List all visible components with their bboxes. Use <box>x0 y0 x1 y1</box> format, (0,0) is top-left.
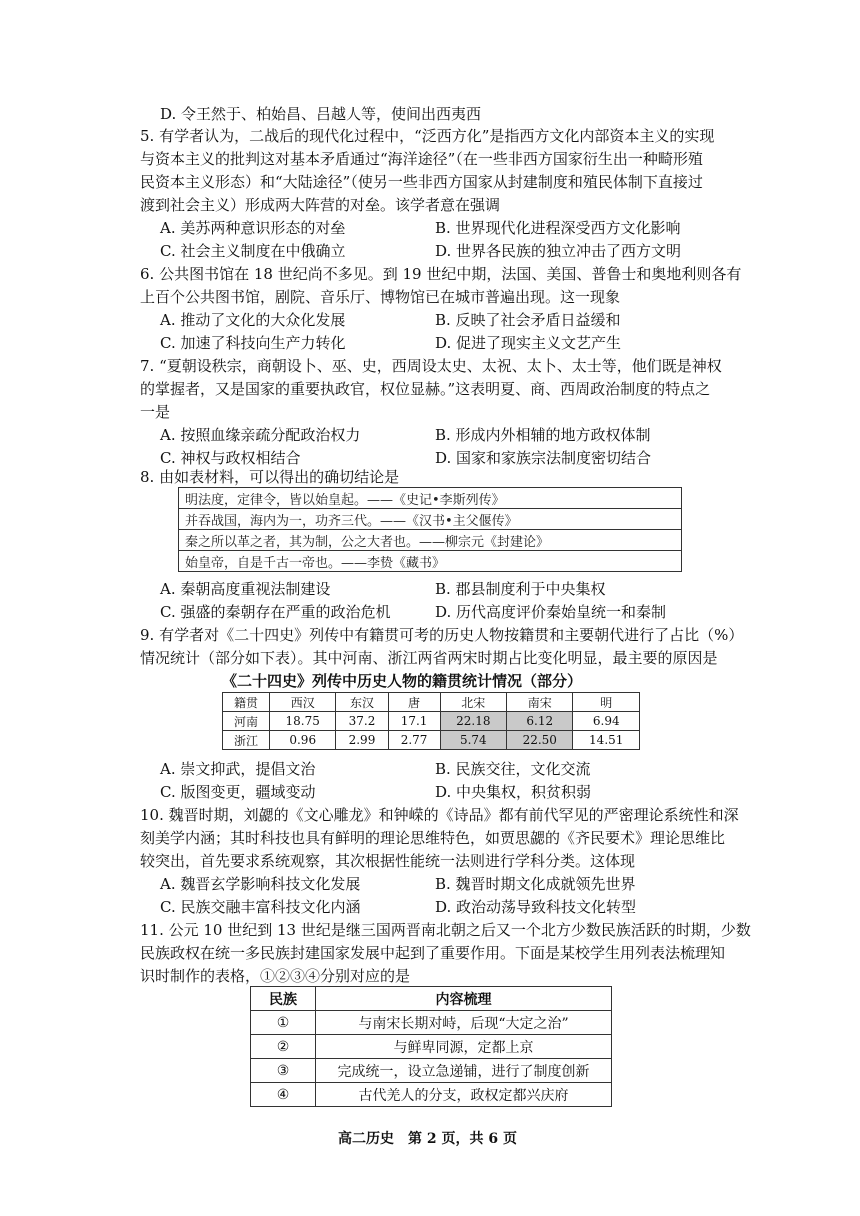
q7-option-d: D. 国家和家族宗法制度密切结合 <box>435 449 652 467</box>
q8-quote-table <box>178 487 682 572</box>
q6-option-b: B. 反映了社会矛盾日益缓和 <box>435 311 621 329</box>
table-header: 南宋 <box>507 693 573 712</box>
table-cell: 14.51 <box>573 731 640 750</box>
table-header: 内容梳理 <box>316 987 612 1011</box>
table-cell: 与鲜卑同源，定都上京 <box>316 1035 612 1059</box>
table-row <box>223 712 640 731</box>
q5-stem-line: 民资本主义形态）和“大陆途径”（使另一些非西方国家从封建制度和殖民体制下直接过 <box>140 173 703 191</box>
table-cell-highlight: 22.50 <box>507 731 573 750</box>
quote-cell: 并吞战国，海内为一，功齐三代。——《汉书•主父偃传》 <box>179 509 682 530</box>
q10-option-b: B. 魏晋时期文化成就领先世界 <box>435 875 636 893</box>
q5-option-d: D. 世界各民族的独立冲击了西方文明 <box>435 242 682 260</box>
table-cell: 浙江 <box>223 731 270 750</box>
table-cell: 2.77 <box>388 731 440 750</box>
q9-stem-line: 情况统计（部分如下表）。其中河南、浙江两省两宋时期占比变化明显，最主要的原因是 <box>140 649 718 667</box>
q11-stem-line: 民族政权在统一多民族封建国家发展中起到了重要作用。下面是某校学生用列表法梳理知 <box>140 944 726 962</box>
q9-option-d: D. 中央集权，积贫积弱 <box>435 783 592 801</box>
q7-stem-line: 一是 <box>140 403 171 421</box>
table-cell: 17.1 <box>388 712 440 731</box>
q8-stem-line: 8. 由如表材料，可以得出的确切结论是 <box>140 468 400 486</box>
quote-cell: 始皇帝，自是千古一帝也。——李贽《藏书》 <box>179 551 682 572</box>
q5-option-a: A. 美苏两种意识形态的对垒 <box>160 219 346 237</box>
q6-option-a: A. 推动了文化的大众化发展 <box>160 311 346 329</box>
q9-stem-line: 9. 有学者对《二十四史》列传中有籍贯可考的历史人物按籍贯和主要朝代进行了占比（%） <box>140 626 744 644</box>
q10-option-a: A. 魏晋玄学影响科技文化发展 <box>160 875 361 893</box>
table-cell-highlight: 6.12 <box>507 712 573 731</box>
table-cell: 2.99 <box>336 731 388 750</box>
q10-stem-line: 较突出，首先要求系统观察，其次根据性能统一法则进行学科分类。这体现 <box>140 852 636 870</box>
q5-stem-line: 渡到社会主义）形成两大阵营的对垒。该学者意在强调 <box>140 196 501 214</box>
q8-option-a: A. 秦朝高度重视法制建设 <box>160 580 331 598</box>
q9-table-caption: 《二十四史》列传中历史人物的籍贯统计情况（部分） <box>222 672 583 690</box>
table-cell: 6.94 <box>573 712 640 731</box>
table-row <box>251 1035 612 1059</box>
quote-cell: 明法度，定律令，皆以始皇起。——《史记•李斯列传》 <box>179 488 682 509</box>
q11-table <box>250 986 612 1107</box>
q7-stem-line: 7. “夏朝设秩宗，商朝设卜、巫、史，西周设太史、太祝、太卜、太士等，他们既是神权 <box>140 357 722 375</box>
q10-stem-line: 10. 魏晋时期，刘勰的《文心雕龙》和钟嵘的《诗品》都有前代罕见的严密理论系统性和深 <box>140 806 739 824</box>
table-cell: 18.75 <box>270 712 336 731</box>
table-cell: 完成统一，设立急递铺，进行了制度创新 <box>316 1059 612 1083</box>
quote-cell: 秦之所以革之者，其为制，公之大者也。——柳宗元《封建论》 <box>179 530 682 551</box>
q7-option-a: A. 按照血缘亲疏分配政治权力 <box>160 426 361 444</box>
q11-stem-line: 识时制作的表格，①②③④分别对应的是 <box>140 967 411 985</box>
q6-stem-line: 上百个公共图书馆，剧院、音乐厅、博物馆已在城市普遍出现。这一现象 <box>140 288 621 306</box>
table-cell-highlight: 22.18 <box>440 712 506 731</box>
q6-option-c: C. 加速了科技向生产力转化 <box>160 334 346 352</box>
q7-option-b: B. 形成内外相辅的地方政权体制 <box>435 426 651 444</box>
table-cell: 0.96 <box>270 731 336 750</box>
q10-option-c: C. 民族交融丰富科技文化内涵 <box>160 898 361 916</box>
q6-option-d: D. 促进了现实主义文艺产生 <box>435 334 622 352</box>
q9-option-c: C. 版图变更，疆域变动 <box>160 783 316 801</box>
q7-stem-line: 的掌握者，又是国家的重要执政官，权位显赫。”这表明夏、商、西周政治制度的特点之 <box>140 380 711 398</box>
table-cell-highlight: 5.74 <box>440 731 506 750</box>
table-cell: ② <box>251 1035 316 1059</box>
q5-stem-line: 与资本主义的批判这对基本矛盾通过“海洋途径”（在一些非西方国家衍生出一种畸形殖 <box>140 150 703 168</box>
q11-stem-line: 11. 公元 10 世纪到 13 世纪是继三国两晋南北朝之后又一个北方少数民族活跃的时期，少数 <box>140 921 751 939</box>
q6-stem-line: 6. 公共图书馆在 18 世纪尚不多见。到 19 世纪中期，法国、美国、普鲁士和奥地利则各有 <box>140 265 742 283</box>
table-header: 北宋 <box>440 693 506 712</box>
q9-option-a: A. 崇文抑武，提倡文治 <box>160 760 316 778</box>
table-cell: 37.2 <box>336 712 388 731</box>
table-cell: ④ <box>251 1083 316 1107</box>
table-row <box>223 731 640 750</box>
q8-option-d: D. 历代高度评价秦始皇统一和秦制 <box>435 603 667 621</box>
q4-option-d: D. 令王然于、柏始昌、吕越人等，使间出西夷西 <box>160 105 482 123</box>
q5-option-c: C. 社会主义制度在中俄确立 <box>160 242 346 260</box>
q8-option-c: C. 强盛的秦朝存在严重的政治危机 <box>160 603 391 621</box>
table-header: 东汉 <box>336 693 388 712</box>
table-header: 民族 <box>251 987 316 1011</box>
table-cell: 古代羌人的分支，政权定都兴庆府 <box>316 1083 612 1107</box>
page-footer: 高二历史 第 2 页，共 6 页 <box>338 1131 517 1147</box>
table-cell: 河南 <box>223 712 270 731</box>
table-cell: ③ <box>251 1059 316 1083</box>
table-cell: 与南宋长期对峙，后现“大定之治” <box>316 1011 612 1035</box>
q5-option-b: B. 世界现代化进程深受西方文化影响 <box>435 219 681 237</box>
q8-option-b: B. 郡县制度利于中央集权 <box>435 580 606 598</box>
q9-stat-table <box>222 692 640 750</box>
table-header: 籍贯 <box>223 693 270 712</box>
table-header: 唐 <box>388 693 440 712</box>
q7-option-c: C. 神权与政权相结合 <box>160 449 301 467</box>
q10-stem-line: 刻美学内涵；其时科技也具有鲜明的理论思维特色，如贾思勰的《齐民要术》理论思维比 <box>140 829 726 847</box>
table-row <box>251 1011 612 1035</box>
q10-option-d: D. 政治动荡导致科技文化转型 <box>435 898 637 916</box>
q9-option-b: B. 民族交往，文化交流 <box>435 760 591 778</box>
table-header: 明 <box>573 693 640 712</box>
table-cell: ① <box>251 1011 316 1035</box>
q5-stem-line: 5. 有学者认为，二战后的现代化过程中，“泛西方化”是指西方文化内部资本主义的实现 <box>140 127 715 145</box>
table-header: 西汉 <box>270 693 336 712</box>
table-row <box>251 1083 612 1107</box>
table-row <box>251 1059 612 1083</box>
